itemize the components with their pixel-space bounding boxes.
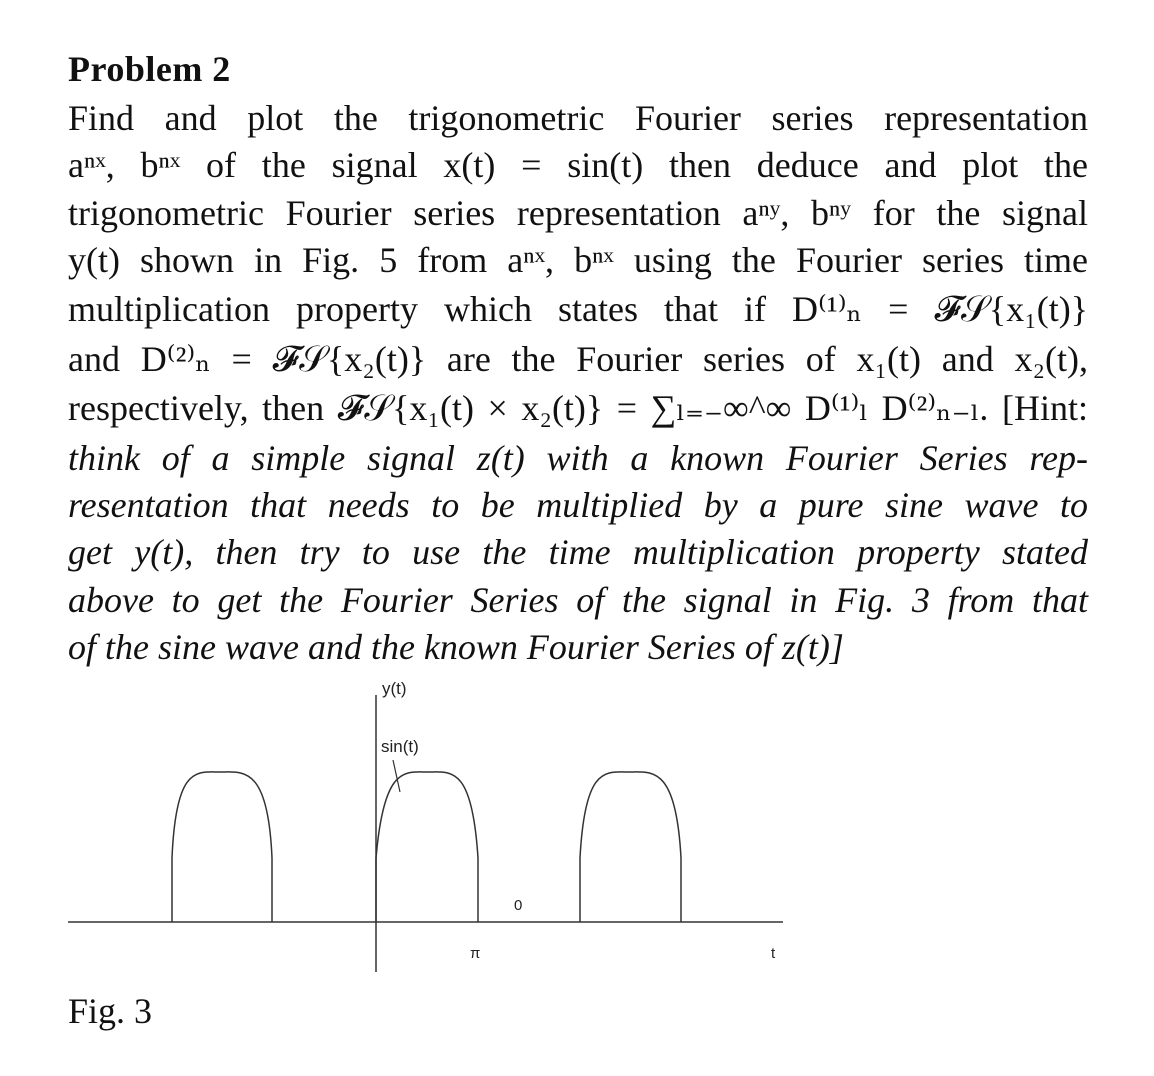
text-line-1: Find and plot the trigonometric Fourier series representation [68,98,1088,138]
curve-label: sin(t) [381,737,419,756]
hint-line-3: get y(t), then try to use the time multiplication property stated [68,532,1088,572]
t-label: t [771,945,776,962]
y-axis-label: y(t) [382,679,407,698]
arch-3 [580,772,681,922]
hint-line-2: resentation that needs to be multiplied by a pure sine wave to [68,485,1088,525]
sin-label-pointer [393,760,400,792]
text-line-7: respectively, then 𝓕𝒮{x₁(t) × x₂(t)} = ∑ₗ₌₋∞^∞ D⁽¹⁾ₗ D⁽²⁾ₙ₋ₗ. [Hint: [68,388,1088,428]
arch-2 [376,772,478,922]
pi-label: π [470,945,481,962]
text-line-5: multiplication property which states that if D⁽¹⁾ₙ = 𝓕𝒮{x₁(t)} [68,289,1088,329]
text-line-6: and D⁽²⁾ₙ = 𝓕𝒮{x₂(t)} are the Fourier series of x₁(t) and x₂(t), [68,339,1088,379]
text-line-3: trigonometric Fourier series representation aⁿʸ, bⁿʸ for the signal [68,193,1088,233]
hint-line-5: of the sine wave and the known Fourier Series of z(t)] [68,627,844,667]
figure-caption: Fig. 3 [68,991,153,1031]
problem-title: Problem 2 [68,49,231,89]
hint-line-4: above to get the Fourier Series of the signal in Fig. 3 from that [68,580,1088,620]
arch-1 [172,772,272,922]
text-line-4: y(t) shown in Fig. 5 from aⁿˣ, bⁿˣ using the Fourier series time [68,240,1088,280]
zero-label: 0 [514,897,523,914]
text-line-2: aⁿˣ, bⁿˣ of the signal x(t) = sin(t) then deduce and plot the [68,145,1088,185]
hint-line-1: think of a simple signal z(t) with a known Fourier Series rep- [68,438,1088,478]
